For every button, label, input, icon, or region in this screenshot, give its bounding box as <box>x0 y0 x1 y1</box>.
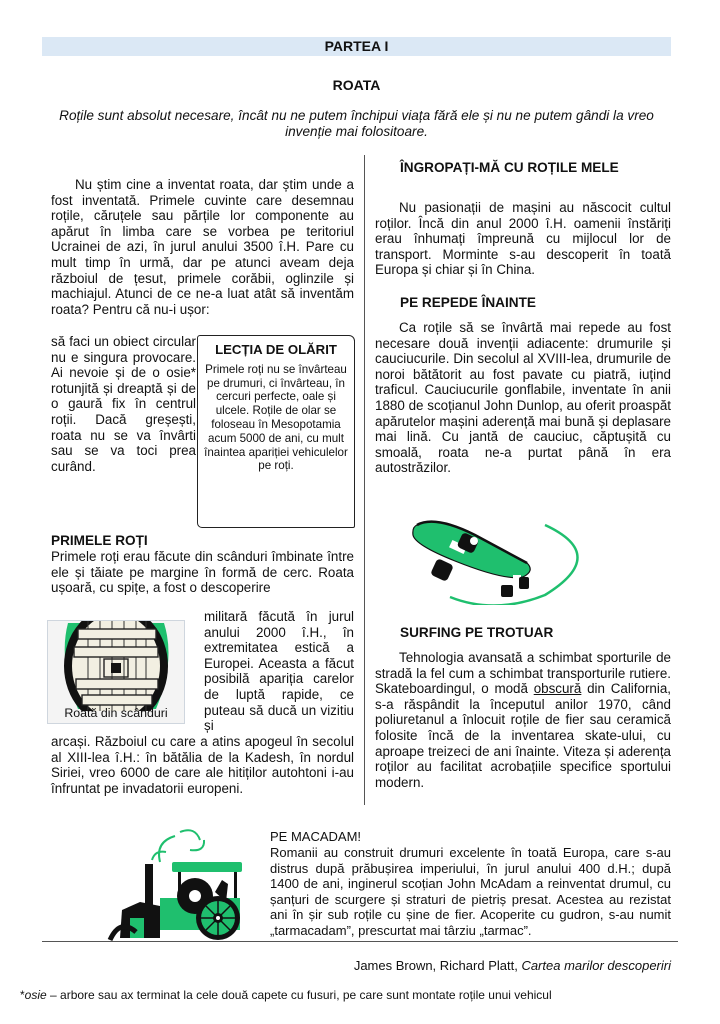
attribution <box>354 958 671 974</box>
steam-roller-illustration <box>100 822 260 942</box>
plank-wheel-icon <box>48 621 186 711</box>
section-heading-surfing: SURFING PE TROTUAR <box>400 625 554 640</box>
plank-wheel-caption: Roată din scânduri <box>64 706 168 720</box>
surfing-text-after: din California, s-a răspândit la începutul anilor 1970, când poliuretanul a înlocuit roțile de fier sau ceramică folosite încă de la inventarea skate-ului, cu aproape treizeci de ani înainte. Viteza și aderența roților au facilitat acrobațiile specifice sportului modern. <box>375 681 671 790</box>
intro-paragraph: Nu știm cine a inventat roata, dar știm unde a fost inventată. Primele cuvinte care desemnau roțile, căruțele sau părțile lor componente au apărut în limba care se vorbea pe teritoriul Ucrainei de azi, în jurul anului 3500 î.H. Pare cu mult timp în urmă, dar pe atunci aveam deja războiul de țesut, primele corăbii, oglinzile și machiajul. Atunci de ce ne-a luat atât să inventăm roata? Pentru că nu-i ușor: <box>51 177 354 317</box>
section-heading-ingropati: ÎNGROPAȚI-MĂ CU ROȚILE MELE <box>400 160 619 175</box>
skateboard-icon <box>395 505 585 605</box>
footnote-marker: * <box>20 988 25 1002</box>
footnote-definition: – arbore sau ax terminat la cele două capete cu fusuri, pe care sunt montate roțile unui vehicul <box>46 988 552 1002</box>
part-header-band: PARTEA I <box>42 37 671 56</box>
macadam-text: Romanii au construit drumuri excelente în toată Europa, care s-au distrus după prăbușirea imperiului, în jurul anului 400 d.H.; după 1400 de ani, inginerul scoțian John McAdam a reinventat drumul, cu șanțuri de scurgere și straturi de pietriș presat. Acestea au rezistat ani în șir sub roțile cu șine de fier. Acoperite cu gudron, s-au numit „tarmacadam”, prescurtat mai târziu „tarmac”. <box>270 845 671 938</box>
footnote <box>20 988 552 1004</box>
steam-roller-icon <box>100 822 260 942</box>
macadam-heading: PE MACADAM! <box>270 829 362 844</box>
footnote-term: osie <box>24 988 47 1002</box>
section-heading-repede: PE REPEDE ÎNAINTE <box>400 295 536 310</box>
attribution-authors: James Brown, Richard Platt, <box>353 958 522 973</box>
lead-paragraph: Roțile sunt absolut necesare, încât nu ne putem închipui viața fără ele și nu ne putem gândi la vreo invenție mai folositoare. <box>59 108 654 139</box>
underlined-word-obscura: obscură <box>533 681 582 697</box>
surfing-text-before: Tehnologia avansată a schimbat sporturile de stradă la fel cum a schimbat transporturile rutiere. Skateboardingul, o modă <box>375 650 671 697</box>
section-heading-primele-roti: PRIMELE ROȚI <box>51 533 148 548</box>
pottery-lesson-text: Primele roți nu se învârteau pe drumuri, ci învârteau, în cercuri perfecte, oale și ulcele. Roțile de olar se foloseau în Mesopotamia acum 5000 de ani, cu mult înaintea apariției vehiculelor pe roți. <box>204 362 348 473</box>
intro-continuation: să faci un obiect circular nu e singura provocare. Ai nevoie și de o osie* rotunjită și dreaptă și de o gaură fix în centrul roții. Dacă greșești, roata nu se va învârti sau se va toci prea curând. <box>51 334 196 474</box>
repede-text: Ca roțile să se învârtă mai repede au fost necesare două invenții adiacente: drumurile și cauciucurile. Din secolul al XVIII-lea, drumurile de noroi bătătorit au fost pavate cu piatră, iuțind traficul. Cauciucurile gonflabile, inventate în anii 1880 de scoțianul John Dunlop, au oferit proaspăt apărutelor mașini aderență mai bună și deplasare mai lină. Cu jantă de cauciuc, căptușită cu smoală, roata ne-a purtat până în era autostrăzilor. <box>375 320 671 476</box>
page-title: ROATA <box>332 77 381 93</box>
primele-roti-text-bottom: arcași. Războiul cu care a atins apogeul în secolul al XIII-lea î.H.: în bătălia de la Kadesh, în nordul Siriei, vreo 6000 de care ale hitiților autohtoni i-au înfruntat pe invadatorii europeni. <box>51 734 354 796</box>
skateboard-illustration <box>395 505 585 605</box>
primele-roti-text-beside-image: militară făcută în jurul anului 2000 î.H., în extremitatea estică a Europei. Aceasta a făcut posibilă apariția carelor de luptă rapide, ce puteau să ducă un vizitiu și <box>204 609 354 734</box>
ingropati-text: Nu pasionații de mașini au născocit cultul roților. Încă din anul 2000 î.H. oamenii înstăriți erau înhumați împreună cu mijlocul lor de transport. Morminte s-au descoperit în toată Europa și chiar și în China. <box>375 200 671 278</box>
pottery-lesson-box <box>197 335 355 528</box>
pottery-lesson-title: LECȚIA DE OLĂRIT <box>215 342 337 357</box>
attribution-book-title: Cartea marilor descoperiri <box>521 958 671 973</box>
surfing-text <box>375 650 671 790</box>
bottom-divider <box>42 941 678 942</box>
primele-roti-text-top: Primele roți erau făcute din scânduri îmbinate între ele și tăiate pe margine în formă de cerc. Roata ușoară, cu spițe, a fost o descoperire <box>51 549 354 596</box>
column-divider <box>364 155 365 805</box>
